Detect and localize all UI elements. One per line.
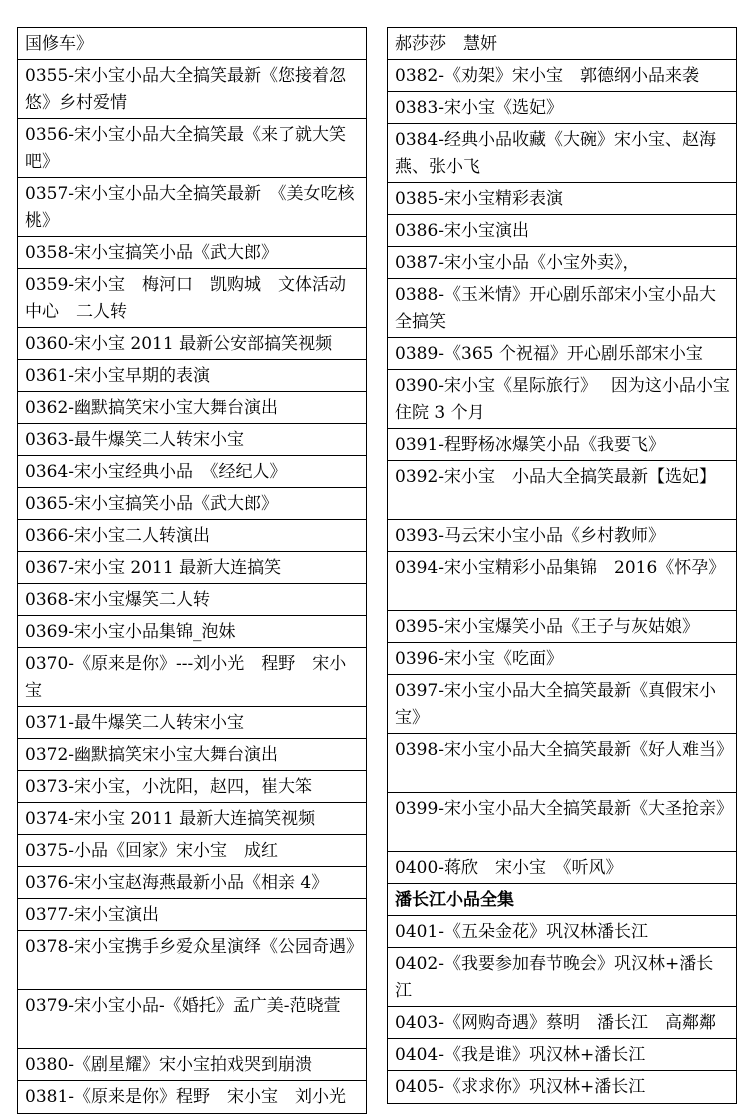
table-row: 0393-马云宋小宝小品《乡村教师》: [388, 520, 736, 552]
table-row: 0398-宋小宝小品大全搞笑最新《好人难当》: [388, 734, 736, 793]
table-row: 0364-宋小宝经典小品 《经纪人》: [18, 456, 366, 488]
table-row: 0370-《原来是你》---刘小光 程野 宋小宝: [18, 648, 366, 707]
table-row: 0392-宋小宝 小品大全搞笑最新【选妃】: [388, 461, 736, 520]
table-row: 0391-程野杨冰爆笑小品《我要飞》: [388, 429, 736, 461]
table-row: 0382-《劝架》宋小宝 郭德纲小品来袭: [388, 60, 736, 92]
table-row: 0396-宋小宝《吃面》: [388, 643, 736, 675]
table-row: 0358-宋小宝搞笑小品《武大郎》: [18, 237, 366, 269]
table-row: 0394-宋小宝精彩小品集锦 2016《怀孕》: [388, 552, 736, 611]
table-row: 0369-宋小宝小品集锦_泡妹: [18, 616, 366, 648]
table-row: 0387-宋小宝小品《小宝外卖》，: [388, 247, 736, 279]
table-row: 0355-宋小宝小品大全搞笑最新《您接着忽悠》乡村爱情: [18, 60, 366, 119]
table-row: 0360-宋小宝 2011 最新公安部搞笑视频: [18, 328, 366, 360]
table-row: 0386-宋小宝演出: [388, 215, 736, 247]
table-row: 0388-《玉米情》开心剧乐部宋小宝小品大全搞笑: [388, 279, 736, 338]
table-row: 0399-宋小宝小品大全搞笑最新《大圣抢亲》: [388, 793, 736, 852]
table-row: 0359-宋小宝 梅河口 凯购城 文体活动中心 二人转: [18, 269, 366, 328]
left-table: [17, 27, 367, 1114]
table-row: 0362-幽默搞笑宋小宝大舞台演出: [18, 392, 366, 424]
table-row: 0372-幽默搞笑宋小宝大舞台演出: [18, 739, 366, 771]
table-row: 0377-宋小宝演出: [18, 899, 366, 931]
right-table: [387, 27, 737, 1104]
table-row: 0366-宋小宝二人转演出: [18, 520, 366, 552]
table-row: 0404-《我是谁》巩汉林+潘长江: [388, 1039, 736, 1071]
table-row: 0402-《我要参加春节晚会》巩汉林+潘长江: [388, 948, 736, 1007]
section-heading: 潘长江小品全集: [388, 884, 736, 916]
table-row: 0403-《网购奇遇》蔡明 潘长江 高鄰鄰: [388, 1007, 736, 1039]
table-row: 郝莎莎 慧妍: [388, 28, 736, 60]
table-row: 0405-《求求你》巩汉林+潘长江: [395, 1077, 646, 1097]
table-row: 0367-宋小宝 2011 最新大连搞笑: [18, 552, 366, 584]
table-row: 0379-宋小宝小品-《婚托》孟广美-范晓萱: [18, 990, 366, 1049]
table-row: 0368-宋小宝爆笑二人转: [18, 584, 366, 616]
table-row: 0375-小品《回家》宋小宝 成红: [18, 835, 366, 867]
table-row: 0357-宋小宝小品大全搞笑最新 《美女吃核桃》: [18, 178, 366, 237]
table-row: 0384-经典小品收藏《大碗》宋小宝、赵海燕、张小飞: [388, 124, 736, 183]
table-row: 0381-《原来是你》程野 宋小宝 刘小光: [25, 1087, 347, 1107]
table-row: 0400-蒋欣 宋小宝 《听风》: [388, 852, 736, 884]
table-row: 0373-宋小宝，小沈阳，赵四，崔大笨: [18, 771, 366, 803]
table-row: 0361-宋小宝早期的表演: [18, 360, 366, 392]
table-row: 0389-《365 个祝福》开心剧乐部宋小宝: [388, 338, 736, 370]
table-row: 0401-《五朵金花》巩汉林潘长江: [388, 916, 736, 948]
table-row: 0397-宋小宝小品大全搞笑最新《真假宋小宝》: [388, 675, 736, 734]
table-row: 0385-宋小宝精彩表演: [388, 183, 736, 215]
table-row: 0395-宋小宝爆笑小品《王子与灰姑娘》: [388, 611, 736, 643]
table-row: 国修车》: [18, 28, 366, 60]
table-row: 0376-宋小宝赵海燕最新小品《相亲 4》: [18, 867, 366, 899]
table-row: 0380-《剧星耀》宋小宝拍戏哭到崩溃: [18, 1049, 366, 1081]
table-row: 0374-宋小宝 2011 最新大连搞笑视频: [18, 803, 366, 835]
table-row: 0363-最牛爆笑二人转宋小宝: [18, 424, 366, 456]
table-row: 0365-宋小宝搞笑小品《武大郎》: [18, 488, 366, 520]
table-row: 0390-宋小宝《星际旅行》 因为这小品小宝住院 3 个月: [388, 370, 736, 429]
table-row: 0356-宋小宝小品大全搞笑最《来了就大笑吧》: [18, 119, 366, 178]
table-row: 0378-宋小宝携手乡爱众星演绎《公园奇遇》: [18, 931, 366, 990]
table-row: 0371-最牛爆笑二人转宋小宝: [18, 707, 366, 739]
table-row: 0383-宋小宝《选妃》: [388, 92, 736, 124]
